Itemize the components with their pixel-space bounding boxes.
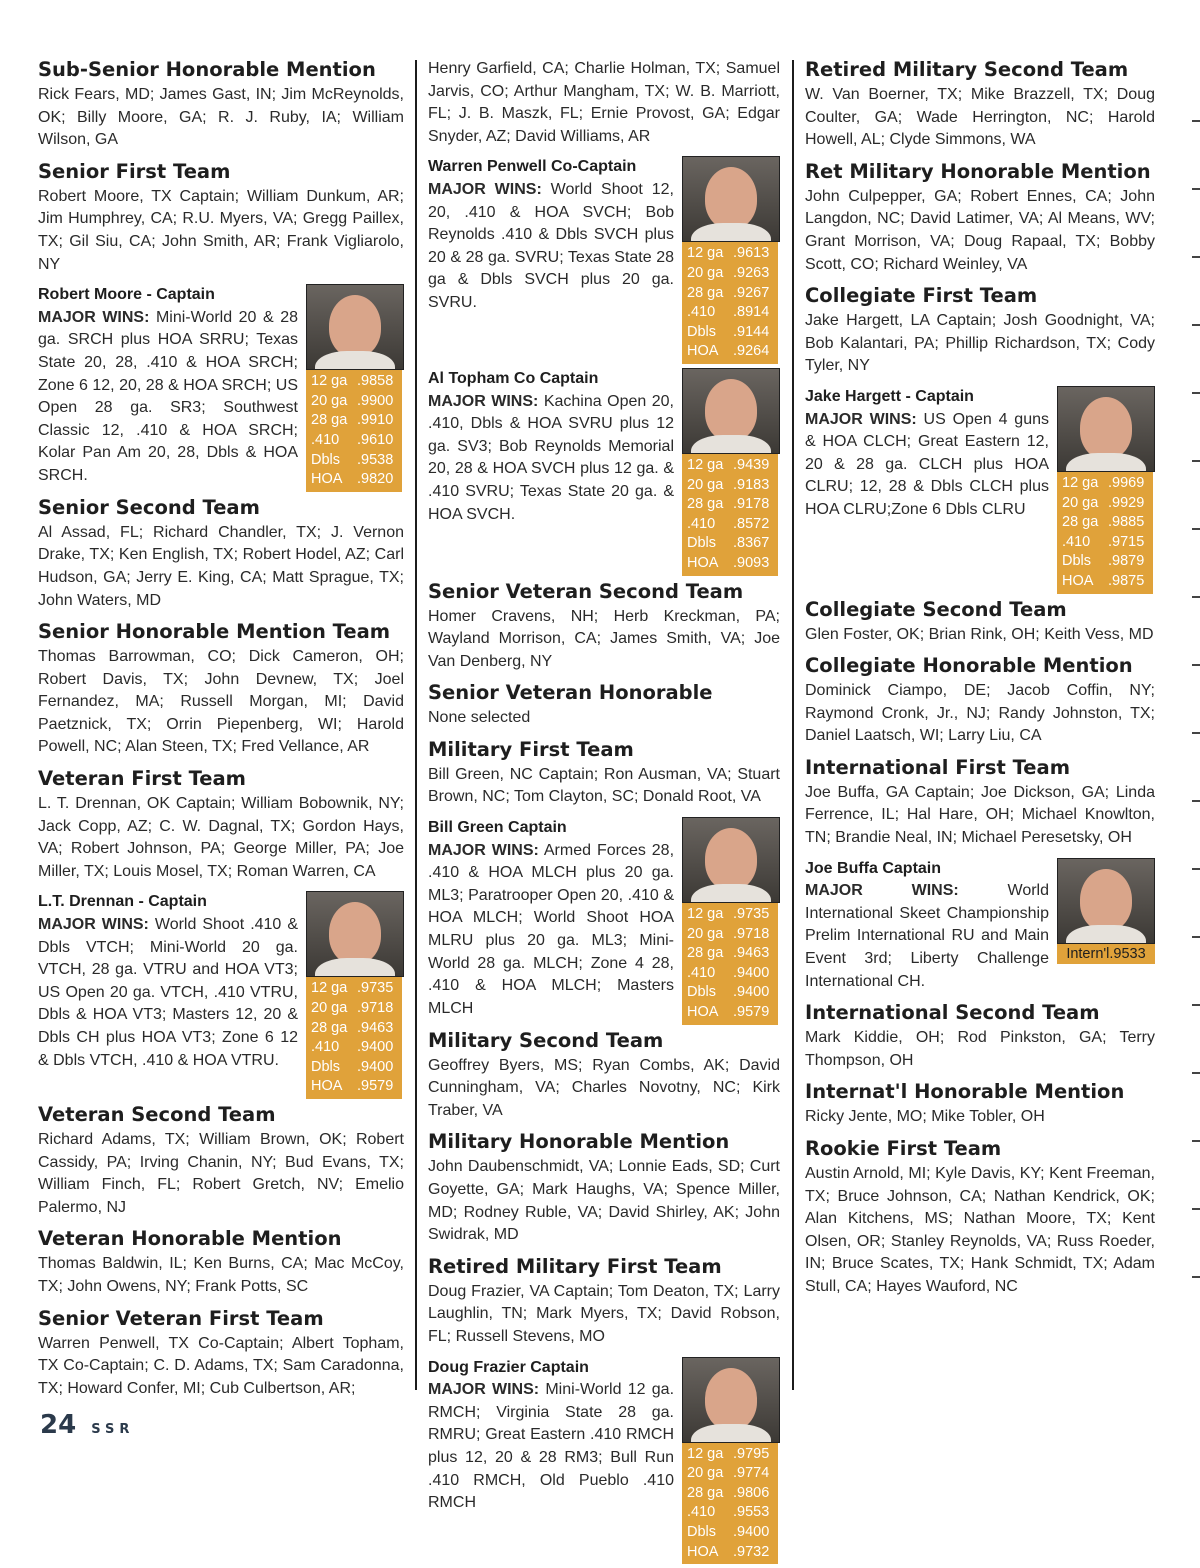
- stats-table: [682, 903, 778, 1025]
- stats-row: [306, 431, 402, 451]
- section-roster: Geoffrey Byers, MS; Ryan Combs, AK; David Cunningham, VA; Charles Novotny, NC; Kirk Traber, VA: [428, 1056, 780, 1119]
- stats-row: [682, 323, 778, 343]
- captain-block: [38, 891, 404, 1103]
- photo-head: [329, 902, 381, 964]
- major-wins-label: MAJOR WINS:: [805, 410, 917, 428]
- section-heading: Retired Military First Team: [428, 1254, 722, 1278]
- photo-head: [705, 1368, 757, 1430]
- captain-block: [38, 284, 404, 496]
- stats-gauge: .410: [311, 431, 340, 448]
- stats-gauge: Dbls: [311, 1058, 341, 1075]
- stats-average: .9400: [733, 984, 770, 1001]
- major-wins-label: MAJOR WINS:: [428, 180, 542, 198]
- stats-row: [682, 905, 778, 925]
- section-roster: Robert Moore, TX Captain; William Dunkum, AR; Jim Humphrey, CA; R.U. Myers, VA; Gregg Paillex, TX; Gil Siu, CA; John Smith, AR; Frank Vigliarolo, NY: [38, 187, 404, 273]
- photo-shoulders: [691, 884, 771, 903]
- stats-gauge: 28 ga: [687, 945, 724, 962]
- section-roster: Doug Frazier, VA Captain; Tom Deaton, TX; Larry Laughlin, TN; Mark Myers, TX; David Robson, FL; Russell Stevens, MO: [428, 1282, 780, 1345]
- section-heading: Internat'l Honorable Mention: [805, 1080, 1125, 1104]
- stats-table: [682, 242, 778, 364]
- stats-average: .9929: [1108, 494, 1145, 511]
- captain-profile-box: [682, 1357, 780, 1565]
- major-wins-label: MAJOR WINS:: [805, 882, 959, 900]
- captain-photo: [682, 368, 780, 454]
- section-roster: Austin Arnold, MI; Kyle Davis, KY; Kent Freeman, TX; Bruce Johnson, CA; Nathan Kendrick, OK; Alan Kitchens, MS; Nathan Moore, TX; Kent Olsen, OR; Stanley Reynolds, VA; Russ Roeder, IN; Bruce Scates, TX; Hank Schmidt, TX; Adam Stull, CA; Hayes Wauford, NC: [805, 1165, 1155, 1295]
- column-2: [428, 58, 780, 1568]
- photo-shoulders: [315, 958, 395, 977]
- captain-photo: [682, 817, 780, 903]
- stats-gauge: 20 ga: [687, 476, 724, 493]
- stats-row: [682, 515, 778, 535]
- major-wins-list: Mini-World 20 & 28 ga. SRCH plus HOA SRRU; Texas State 20, 28, .410 & HOA SRCH; Zone 6 12, 20, 28 & HOA SRCH; US Open 28 ga. SR3; Southwest Classic 12, .410 & HOA SRCH; Kolar Pan Am 20, 28, Dbls & HOA SRCH.: [38, 308, 298, 484]
- stats-row: [682, 342, 778, 362]
- section-roster: Rick Fears, MD; James Gast, IN; Jim McReynolds, OK; Billy Moore, GA; R. J. Ruby, IA; William Wilson, GA: [38, 86, 404, 149]
- photo-head: [329, 295, 381, 357]
- photo-head: [705, 167, 757, 229]
- stats-average: .9969: [1108, 474, 1145, 491]
- section-roster: Richard Adams, TX; William Brown, OK; Robert Cassidy, PA; Irving Chanin, NY; Bud Evans, TX; William Finch, FL; Robert Gretch, NV; Emelio Palermo, NJ: [38, 1131, 404, 1216]
- stats-average: .9178: [733, 496, 770, 513]
- stats-table: [682, 1443, 778, 1565]
- stats-gauge: 12 ga: [311, 980, 348, 997]
- stats-gauge: HOA: [311, 1078, 343, 1095]
- captain-block: [428, 817, 780, 1029]
- section-heading: Military First Team: [428, 737, 634, 761]
- stats-row: [306, 372, 402, 392]
- captain-photo: [682, 1357, 780, 1443]
- stats-average: .9879: [1108, 553, 1145, 570]
- column-3: [805, 58, 1155, 1307]
- section-heading: Sub-Senior Honorable Mention: [38, 58, 376, 81]
- stats-average: .9718: [357, 1000, 394, 1017]
- captain-photo: [682, 156, 780, 242]
- stats-average: .9774: [733, 1465, 770, 1482]
- captain-profile-box: [1057, 858, 1155, 964]
- captain-block: [428, 1357, 780, 1568]
- section-roster: Thomas Baldwin, IL; Ken Burns, CA; Mac McCoy, TX; John Owens, NY; Frank Potts, SC: [38, 1255, 404, 1295]
- stats-row: [682, 264, 778, 284]
- stats-row: [682, 456, 778, 476]
- stats-average: .9735: [733, 906, 770, 923]
- major-wins-list: Armed Forces 28, .410 & HOA MLCH plus 20 ga. ML3; Paratrooper Open 20, .410 & HOA MLCH; World Shoot HOA MLRU plus 20 ga. ML3; Mini-World 28 ga. MLCH; Zone 4 28, .410 & HOA MLCH; Masters MLCH: [428, 841, 675, 1017]
- section-roster: John Culpepper, GA; Robert Ennes, CA; John Langdon, NC; David Latimer, VA; Al Means, WV; Grant Morrison, VA; Doug Rapaal, TX; Bobby Scott, CO; Richard Weinley, VA: [805, 187, 1155, 273]
- stats-row: [682, 925, 778, 945]
- section-roster: Mark Kiddie, OH; Rod Pinkston, GA; Terry Thompson, OH: [805, 1029, 1155, 1069]
- stats-average: .9820: [357, 471, 394, 488]
- stats-average: .9579: [733, 1004, 770, 1021]
- captain-name: Warren Penwell Co-Captain: [428, 158, 637, 176]
- stats-row: [1057, 474, 1153, 494]
- section-heading: Veteran Honorable Mention: [38, 1227, 342, 1251]
- photo-head: [1080, 869, 1132, 931]
- column-divider-right: [792, 60, 794, 1390]
- stats-gauge: 20 ga: [1062, 494, 1099, 511]
- photo-shoulders: [691, 435, 771, 454]
- stats-average: .9875: [1108, 572, 1145, 589]
- section-roster: John Daubenschmidt, VA; Lonnie Eads, SD; Curt Goyette, GA; Mark Haughs, VA; Spence Miller, MD; Rodney Ruble, VA; David Shirley, AK; John Swidrak, MD: [428, 1158, 780, 1244]
- stats-gauge: 28 ga: [687, 284, 724, 301]
- page-edge-tabs: [1188, 120, 1200, 1344]
- captain-profile-box: [306, 284, 404, 492]
- section-heading: Veteran First Team: [38, 767, 246, 791]
- stats-gauge: 20 ga: [311, 1000, 348, 1017]
- section-roster: Joe Buffa, GA Captain; Joe Dickson, GA; Linda Ferrence, IL; Hal Hare, OH; Michael Knowlton, TN; Brandie Neal, IN; Michael Peresetsky, OH: [805, 783, 1155, 847]
- photo-shoulders: [1066, 925, 1146, 944]
- stats-average: .9538: [357, 451, 394, 468]
- photo-shoulders: [691, 223, 771, 242]
- section-heading: Senior Veteran Second Team: [428, 579, 744, 603]
- stats-gauge: .410: [687, 1504, 716, 1521]
- stats-gauge: HOA: [687, 343, 719, 360]
- stats-gauge: Dbls: [311, 451, 341, 468]
- stats-average: .9183: [733, 476, 770, 493]
- stats-gauge: 20 ga: [687, 1465, 724, 1482]
- section-heading: Senior First Team: [38, 159, 231, 183]
- section-heading: Military Second Team: [428, 1028, 664, 1052]
- stats-gauge: 12 ga: [687, 1445, 724, 1462]
- section-heading: Military Honorable Mention: [428, 1130, 730, 1154]
- major-wins-list: Mini-World 12 ga. RMCH; Virginia State 28 ga. RMRU; Great Eastern .410 RMCH plus 12, 20 & 28 RM3; Bull Run .410 RMCH, Old Pueblo .410 RMCH: [428, 1381, 675, 1512]
- stats-row: [306, 392, 402, 412]
- page-number: 24: [40, 1410, 77, 1440]
- captain-block: [428, 156, 780, 368]
- stats-average: .9579: [357, 1078, 394, 1095]
- major-wins-list: World Shoot 12, 20, .410 & HOA SVCH; Bob Reynolds .410 & Dbls SVCH plus 20 & 28 ga. SVRU; Texas State 28 ga & Dbls SVCH plus 20 ga. SVRU.: [428, 180, 674, 311]
- captain-block: [428, 368, 780, 580]
- stats-table: [306, 370, 402, 492]
- section-roster: Bill Green, NC Captain; Ron Ausman, VA; Stuart Brown, NC; Tom Clayton, SC; Donald Root, VA: [428, 765, 780, 806]
- section-roster: Dominick Ciampo, DE; Jacob Coffin, NY; Raymond Cronk, Jr., NJ; Randy Johnston, TX; Daniel Laatsch, WI; Larry Liu, CA: [805, 682, 1155, 745]
- section-heading: Collegiate First Team: [805, 284, 1038, 308]
- stats-average: .9900: [357, 392, 394, 409]
- column-divider-left: [415, 60, 417, 1390]
- section-roster: L. T. Drennan, OK Captain; William Bobownik, NY; Jack Copp, AZ; C. W. Dagnal, TX; Gordon Hays, VA; Robert Johnson, PA; George Miller, PA; Joe Miller, TX; Louis Mosel, TX; Roman Warren, CA: [38, 795, 404, 880]
- stats-average: .9267: [733, 284, 770, 301]
- stats-row: [682, 1003, 778, 1023]
- section-heading: Collegiate Second Team: [805, 597, 1067, 621]
- stats-average: .9439: [733, 456, 770, 473]
- stats-row: [306, 1058, 402, 1078]
- stats-row: [682, 534, 778, 554]
- stats-row: [306, 1038, 402, 1058]
- captain-name: Jake Hargett - Captain: [805, 387, 974, 405]
- section-roster: Ricky Jente, MO; Mike Tobler, OH: [805, 1108, 1045, 1126]
- section-heading: Senior Honorable Mention Team: [38, 620, 391, 644]
- captain-name: Doug Frazier Captain: [428, 1358, 589, 1376]
- stats-gauge: 28 ga: [1062, 514, 1099, 531]
- section-roster: W. Van Boerner, TX; Mike Brazzell, TX; Doug Coulter, GA; Wade Herrington, NC; Harold Howell, AL; Clyde Simmons, WA: [805, 86, 1155, 149]
- stats-average: .9400: [733, 964, 770, 981]
- section-heading: International First Team: [805, 755, 1071, 779]
- stats-average: .9263: [733, 264, 770, 281]
- stats-gauge: .410: [687, 515, 716, 532]
- stats-table: [682, 454, 778, 576]
- section-heading: Veteran Second Team: [38, 1103, 276, 1126]
- stats-gauge: 12 ga: [311, 373, 348, 390]
- major-wins-list: US Open 4 guns & HOA CLCH; Great Eastern 12, 20 & 28 ga. CLCH plus HOA CLRU; 12, 28 & Dbls CLCH plus HOA CLRU;Zone 6 Dbls CLRU: [805, 410, 1049, 518]
- stats-row: [682, 944, 778, 964]
- stats-row: [682, 284, 778, 304]
- photo-shoulders: [315, 351, 395, 370]
- section-heading: Senior Veteran First Team: [38, 1306, 324, 1330]
- section-roster: Jake Hargett, LA Captain; Josh Goodnight, VA; Bob Kalantari, PA; Phillip Richardson, TX; Cody Tyler, NY: [805, 312, 1155, 375]
- captain-photo: [1057, 386, 1155, 472]
- section-heading: Ret Military Honorable Mention: [805, 159, 1151, 183]
- captain-profile-box: [682, 817, 780, 1025]
- stats-gauge: Dbls: [687, 535, 717, 552]
- photo-shoulders: [1066, 453, 1146, 472]
- section-heading: Senior Second Team: [38, 495, 260, 519]
- stats-average: .9910: [357, 412, 394, 429]
- captain-name: Joe Buffa Captain: [805, 859, 942, 877]
- captain-photo: [306, 284, 404, 370]
- captain-profile-box: [682, 368, 780, 576]
- stats-table: [1057, 472, 1153, 594]
- captain-block: [805, 858, 1155, 1002]
- major-wins-label: MAJOR WINS:: [38, 916, 149, 934]
- stats-row: [1057, 552, 1153, 572]
- captain-block: [805, 386, 1155, 598]
- stats-row: [682, 1484, 778, 1504]
- stats-row: [682, 554, 778, 574]
- stats-gauge: 12 ga: [687, 245, 724, 262]
- stats-row: [306, 470, 402, 490]
- section-heading: Rookie First Team: [805, 1137, 1002, 1160]
- stats-average: .9732: [733, 1543, 770, 1560]
- stats-row: [306, 451, 402, 471]
- stats-gauge: HOA: [687, 1543, 719, 1560]
- photo-head: [705, 379, 757, 441]
- stats-row: [682, 983, 778, 1003]
- stats-average: .9400: [357, 1058, 394, 1075]
- stats-gauge: 20 ga: [687, 925, 724, 942]
- stats-average: .9795: [733, 1445, 770, 1462]
- captain-name: Robert Moore - Captain: [38, 286, 215, 304]
- photo-shoulders: [691, 1424, 771, 1443]
- stats-average: .9144: [733, 323, 770, 340]
- stats-gauge: 20 ga: [311, 392, 348, 409]
- stats-gauge: Dbls: [687, 984, 717, 1001]
- section-roster: Henry Garfield, CA; Charlie Holman, TX; Samuel Jarvis, CO; Arthur Mangham, TX; W. B. Marriott, FL; J. B. Maszk, FL; Ernie Provost, GA; Edgar Snyder, AZ; David Williams, AR: [428, 60, 780, 145]
- major-wins-label: MAJOR WINS:: [38, 308, 150, 326]
- stats-gauge: .410: [687, 964, 716, 981]
- stats-gauge: 28 ga: [687, 1484, 724, 1501]
- stats-gauge: Dbls: [687, 1523, 717, 1540]
- stats-row: [306, 1077, 402, 1097]
- stats-gauge: 28 ga: [311, 412, 348, 429]
- stats-gauge: Dbls: [1062, 553, 1092, 570]
- section-roster: None selected: [428, 709, 531, 727]
- stats-average: .9718: [733, 925, 770, 942]
- stats-average: .9463: [357, 1019, 394, 1036]
- major-wins-label: MAJOR WINS:: [428, 1381, 540, 1399]
- section-heading: Collegiate Honorable Mention: [805, 654, 1133, 678]
- stats-average: .9400: [733, 1523, 770, 1540]
- stats-average: .9264: [733, 343, 770, 360]
- stats-gauge: 12 ga: [1062, 474, 1099, 491]
- stats-average: .9613: [733, 245, 770, 262]
- major-wins-label: MAJOR WINS:: [428, 841, 539, 859]
- stats-gauge: 12 ga: [687, 906, 724, 923]
- section-roster: Thomas Barrowman, CO; Dick Cameron, OH; Robert Davis, TX; John Devnew, TX; Joel Fernandez, MA; Russell Morgan, MI; David Paetznick, TX; Orrin Piepenberg, WI; Harold Powell, NC; Alan Steen, TX; Fred Vellance, AR: [38, 648, 404, 756]
- stats-row: [1057, 494, 1153, 514]
- stats-row: [306, 1019, 402, 1039]
- major-wins-list: Kachina Open 20, .410, Dbls & HOA SVRU plus 12 ga. SV3; Bob Reynolds Memorial 20, 28 & HOA SVCH plus 12 ga. & .410 SVRU; Texas State 20 ga. & HOA SVCH.: [428, 392, 674, 523]
- stats-gauge: 28 ga: [311, 1019, 348, 1036]
- major-wins-list: World Shoot .410 & Dbls VTCH; Mini-World 20 ga. VTCH, 28 ga. VTRU and HOA VT3; US Open 20 ga. VTCH, .410 VTRU, Dbls & HOA VT3; Masters 12, 20 & Dbls CH plus HOA VT3; Zone 6 12 & Dbls VTCH, .410 & HOA VTRU.: [38, 916, 299, 1069]
- stats-gauge: .410: [311, 1039, 340, 1056]
- stats-average: .9463: [733, 945, 770, 962]
- magazine-name: SSR: [91, 1422, 135, 1437]
- stats-gauge: HOA: [687, 1004, 719, 1021]
- section-heading: Senior Veteran Honorable: [428, 681, 713, 705]
- captain-photo: [1057, 858, 1155, 944]
- section-roster: Homer Cravens, NH; Herb Kreckman, PA; Wayland Morrison, CA; James Smith, VA; Joe Van Denberg, NY: [428, 607, 780, 670]
- stats-gauge: .410: [687, 304, 716, 321]
- section-roster: Warren Penwell, TX Co-Captain; Albert Topham, TX Co-Captain; C. D. Adams, TX; Sam Caradonna, TX; Howard Confer, MI; Cub Culbertson, AR;: [38, 1334, 404, 1397]
- section-heading: Retired Military Second Team: [805, 58, 1129, 81]
- stats-average: .9735: [357, 980, 394, 997]
- stats-average: .9858: [357, 373, 394, 390]
- photo-head: [705, 828, 757, 890]
- stats-gauge: HOA: [311, 471, 343, 488]
- stats-row: [682, 964, 778, 984]
- captain-name: L.T. Drennan - Captain: [38, 893, 207, 911]
- stats-row: [306, 411, 402, 431]
- section-roster: Glen Foster, OK; Brian Rink, OH; Keith Vess, MD: [805, 625, 1154, 643]
- captain-name: Al Topham Co Captain: [428, 369, 599, 387]
- stats-average: .8914: [733, 304, 770, 321]
- stats-average: .9553: [733, 1504, 770, 1521]
- major-wins-list: World International Skeet Championship Prelim International RU and Main Event 3rd; Liberty Challenge International CH.: [805, 882, 1050, 990]
- stats-row: [1057, 513, 1153, 533]
- stats-gauge: HOA: [687, 554, 719, 571]
- stats-row: [682, 476, 778, 496]
- captain-profile-box: [682, 156, 780, 364]
- stats-average: .9715: [1108, 533, 1145, 550]
- photo-head: [1080, 397, 1132, 459]
- page-footer: [40, 1410, 134, 1440]
- stats-row: [682, 1445, 778, 1465]
- section-roster: Al Assad, FL; Richard Chandler, TX; J. Vernon Drake, TX; Ken English, TX; Robert Hodel, AZ; Carl Hudson, GA; Jerry E. King, CA; Matt Sprague, TX; John Waters, MD: [38, 523, 404, 609]
- column-1: [38, 58, 404, 1408]
- stats-gauge: 12 ga: [687, 456, 724, 473]
- stats-average: .9885: [1108, 514, 1145, 531]
- stats-gauge: 20 ga: [687, 264, 724, 281]
- stats-average: .9400: [357, 1039, 394, 1056]
- stats-row: [1057, 533, 1153, 553]
- stats-average: .8572: [733, 515, 770, 532]
- stats-row: [1057, 572, 1153, 592]
- stats-row: [306, 999, 402, 1019]
- captain-name: Bill Green Captain: [428, 819, 567, 837]
- stats-row: [682, 1503, 778, 1523]
- captain-profile-box: [1057, 386, 1155, 594]
- captain-photo: [306, 891, 404, 977]
- stats-gauge: HOA: [1062, 572, 1094, 589]
- stats-row: [682, 303, 778, 323]
- international-average: Intern'l.9533: [1057, 944, 1155, 964]
- stats-average: .9806: [733, 1484, 770, 1501]
- stats-row: [682, 1464, 778, 1484]
- stats-row: [306, 979, 402, 999]
- stats-gauge: 28 ga: [687, 496, 724, 513]
- stats-row: [682, 244, 778, 264]
- stats-row: [682, 1523, 778, 1543]
- stats-average: .9610: [357, 431, 394, 448]
- stats-row: [682, 495, 778, 515]
- major-wins-label: MAJOR WINS:: [428, 392, 539, 410]
- section-heading: International Second Team: [805, 1001, 1100, 1025]
- stats-average: .9093: [733, 554, 770, 571]
- stats-table: [306, 977, 402, 1099]
- stats-gauge: Dbls: [687, 323, 717, 340]
- stats-row: [682, 1543, 778, 1563]
- stats-average: .8367: [733, 535, 770, 552]
- captain-profile-box: [306, 891, 404, 1099]
- stats-gauge: .410: [1062, 533, 1091, 550]
